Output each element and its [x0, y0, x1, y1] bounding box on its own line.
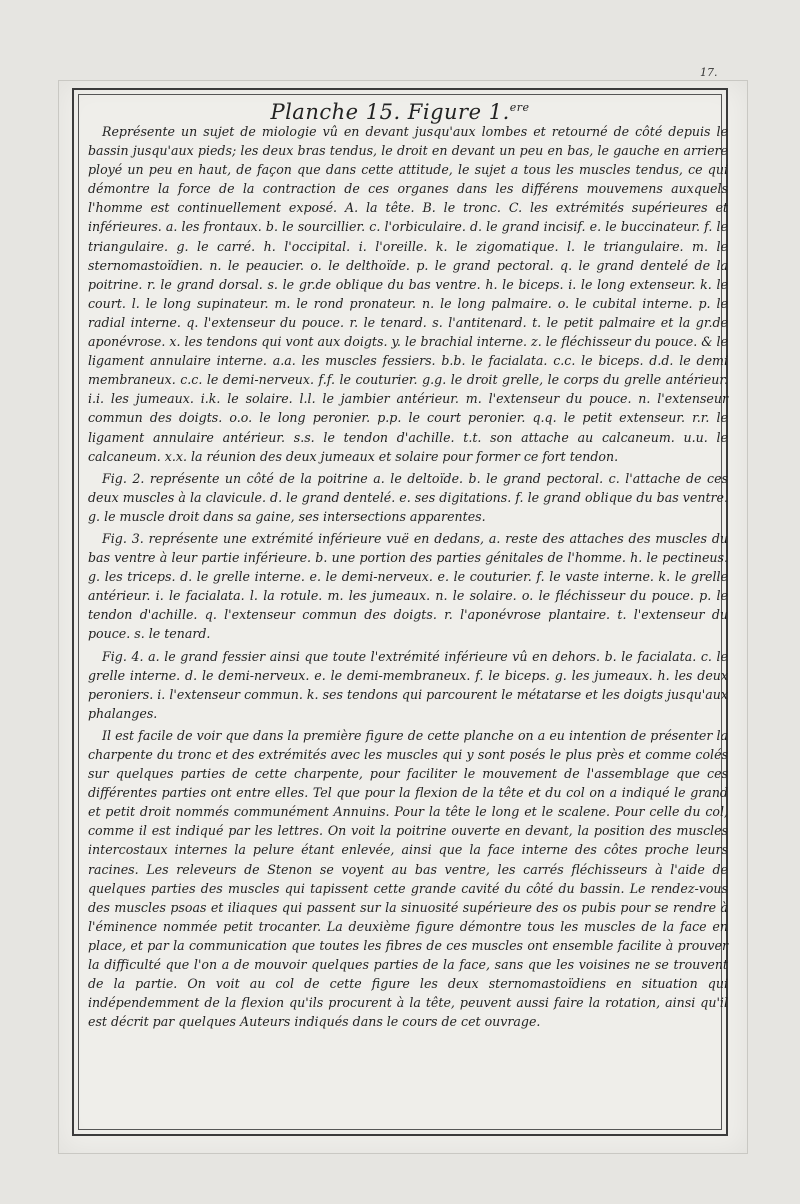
- plate-title: [78, 100, 722, 124]
- page-number: 17.: [700, 66, 718, 79]
- plate-title-superscript: ere: [509, 101, 530, 114]
- paragraph-commentary: Il est facile de voir que dans la première figure de cette planche on a eu intention de présenter la charpente du tronc et des extrémités avec les muscles qui y sont posés le plus près et comme colés sur quelques parties de cette charpente, pour faciliter le mouvement de l'assemblage que ces différentes parties ont entre elles. Tel que pour la flexion de la tête et du col on a indiqué le grand et petit droit nommés communément Annuins. Pour la tête le long et le scalene. Pour celle du col, comme il est indiqué par les lettres. On voit la poitrine ouverte en devant, la position des muscles intercostaux internes la pelure étant enlevée, ainsi que la face interne des côtes proche leurs racines. Les releveurs de Stenon se voyent au bas ventre, les carrés fléchisseurs à l'aide de quelques parties des muscles qui tapissent cette grande cavité du côté du bassin. Le rendez-vous des muscles psoas et iliaques qui passent sur la sinuosité supérieure des os pubis pour se rendre à l'éminence nommée petit trocanter. La deuxième figure démontre tous les muscles de la face en place, et par la communication que toutes les fibres de ces muscles ont ensemble facilite à prouver la difficulté que l'on a de mouvoir quelques parties de la face, sans que les voisines ne se trouvent de la partie. On voit au col de cette figure les deux sternomastoïdiens en situation qui indépendemment de la flexion qu'ils procurent à la tête, peuvent aussi faire la rotation, ainsi qu'il est décrit par quelques Auteurs indiqués dans le cours de cet ouvrage.: [88, 727, 728, 1030]
- paragraph-figure-4: Fig. 4. a. le grand fessier ainsi que toute l'extrémité inférieure vû en dehors. b. le facialata. c. le grelle interne. d. le demi-nerveux. e. le demi-membraneux. f. le biceps. g. les jumeaux. h. les deux peroniers. i. l'extenseur commun. k. ses tendons qui parcourent le métatarse et les doigts jusqu'aux phalanges.: [88, 648, 728, 721]
- plate-title-text: Planche 15. Figure 1.: [270, 100, 510, 124]
- paragraph-figure-1: Représente un sujet de miologie vû en devant jusqu'aux lombes et retourné de côté depuis le bassin jusqu'aux pieds; les deux bras tendus, le droit en devant un peu en bas, le gauche en arriere ployé un peu en haut, de façon que dans cette attitude, le sujet a tous les muscles tendus, ce qui démontre la force de la contraction de ces organes dans les différens mouvemens auxquels l'homme est continuellement exposé. A. la tête. B. le tronc. C. les extrémités supérieures et inférieures. a. les frontaux. b. le sourcillier. c. l'orbiculaire. d. le grand incisif. e. le buccinateur. f. le triangulaire. g. le carré. h. l'occipital. i. l'oreille. k. le zigomatique. l. le triangulaire. m. le sternomastoïdien. n. le peaucier. o. le delthoïde. p. le grand pectoral. q. le grand dentelé de la poitrine. r. le grand dorsal. s. le gr.de oblique du bas ventre. h. le biceps. i. le long extenseur. k. le court. l. le long supinateur. m. le rond pronateur. n. le long palmaire. o. le cubital interne. p. le radial interne. q. l'extenseur du pouce. r. le tenard. s. l'antitenard. t. le petit palmaire et la gr.de aponévrose. x. les tendons qui vont aux doigts. y. le brachial interne. z. le fléchisseur du pouce. & le ligament annulaire interne. a.a. les muscles fessiers. b.b. le facialata. c.c. le biceps. d.d. le demi membraneux. c.c. le demi-nerveux. f.f. le couturier. g.g. le droit grelle, le corps du grelle antérieur. i.i. les jumeaux. i.k. le solaire. l.l. le jambier antérieur. m. l'extenseur du pouce. n. l'extenseur commun des doigts. o.o. le long peronier. p.p. le court peronier. q.q. le petit extenseur. r.r. le ligament annulaire antérieur. s.s. le tendon d'achille. t.t. son attache au calcaneum. u.u. le calcaneum. x.x. la réunion des deux jumeaux et solaire pour former ce fort tendon.: [88, 124, 728, 464]
- document-body: [88, 122, 728, 1031]
- paragraph-figure-3: Fig. 3. représente une extrémité inférieure vuë en dedans, a. reste des attaches des muscles du bas ventre à leur partie inférieure. b. une portion des parties génitales de l'homme. h. le pectineus. g. les triceps. d. le grelle interne. e. le demi-nerveux. e. le couturier. f. le vaste interne. k. le grelle antérieur. i. le facialata. l. la rotule. m. les jumeaux. n. le solaire. o. le fléchisseur du pouce. p. le tendon d'achille. q. l'extenseur commun des doigts. r. l'aponévrose plantaire. t. l'extenseur du pouce. s. le tenard.: [88, 530, 728, 642]
- paragraph-figure-2: Fig. 2. représente un côté de la poitrine a. le deltoïde. b. le grand pectoral. c. l'attache de ces deux muscles à la clavicule. d. le grand dentelé. e. ses digitations. f. le grand oblique du bas ventre. g. le muscle droit dans sa gaine, ses intersections apparentes.: [88, 470, 728, 524]
